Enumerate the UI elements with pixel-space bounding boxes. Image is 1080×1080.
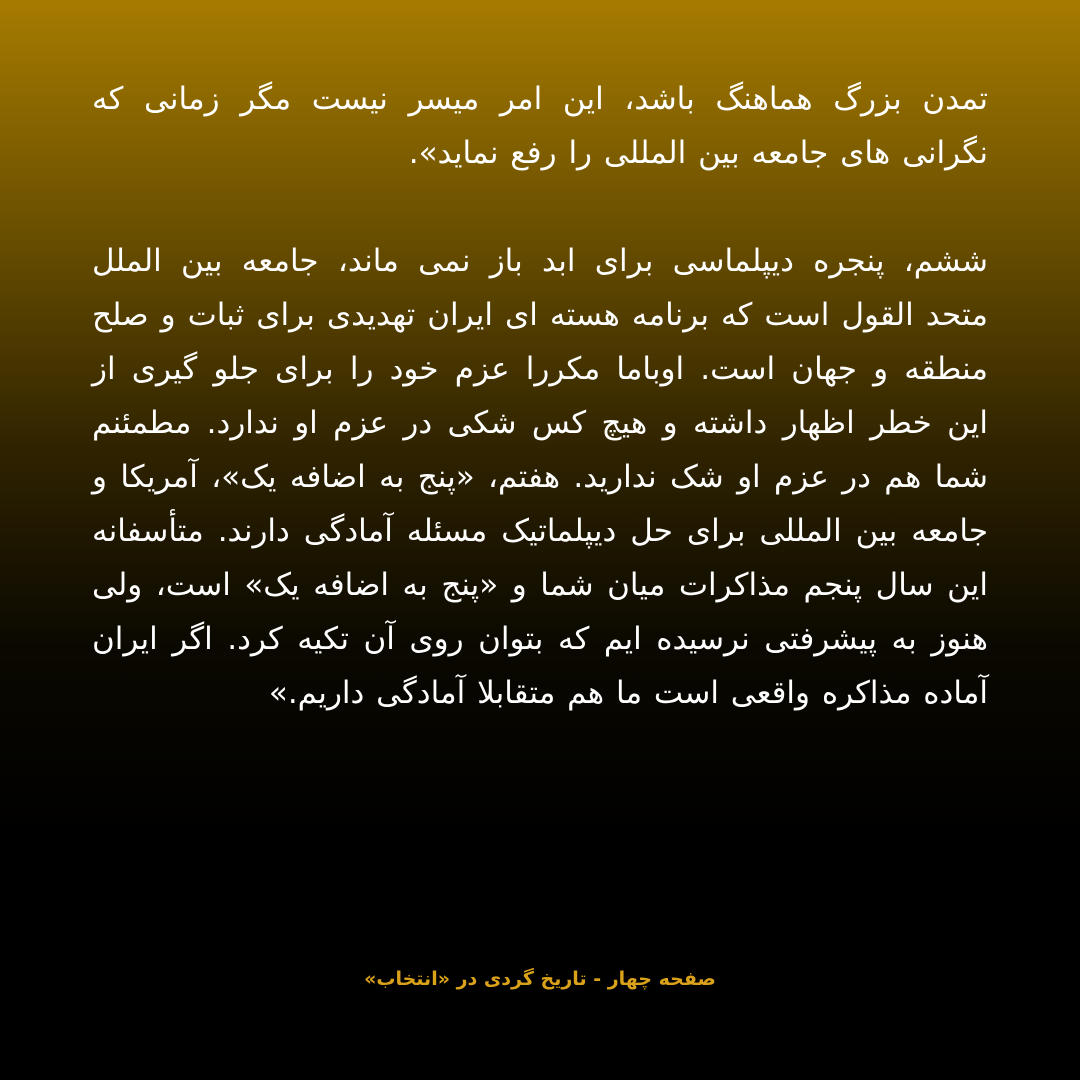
page-footer: صفحه چهار - تاریخ گردی در «انتخاب» — [364, 968, 716, 990]
paragraph-spacer — [92, 180, 988, 234]
article-body — [92, 72, 988, 720]
paragraph-2: ششم، پنجره دیپلماسی برای ابد باز نمی ماند، جامعه بین الملل متحد القول است که برنامه هسته ای ایران تهدیدی برای ثبات و صلح منطقه و جهان است. اوباما مکررا عزم خود را برای جلو گیری از این خطر اظهار داشته و هیچ کس شکی در عزم او ندارد. مطمئنم شما هم در عزم او شک ندارید. هفتم، «پنج به اضافه یک»، آمریکا و جامعه بین المللی برای حل دیپلماتیک مسئله آمادگی دارند. متأسفانه این سال پنجم مذاکرات میان شما و «پنج به اضافه یک» است، ولی هنوز به پیشرفتی نرسیده ایم که بتوان روی آن تکیه کرد. اگر ایران آماده مذاکره واقعی است ما هم متقابلا آمادگی داریم.» — [92, 243, 988, 711]
paragraph-1: تمدن بزرگ هماهنگ باشد، این امر میسر نیست مگر زمانی که نگرانی های جامعه بین المللی را رفع نماید». — [92, 81, 988, 171]
